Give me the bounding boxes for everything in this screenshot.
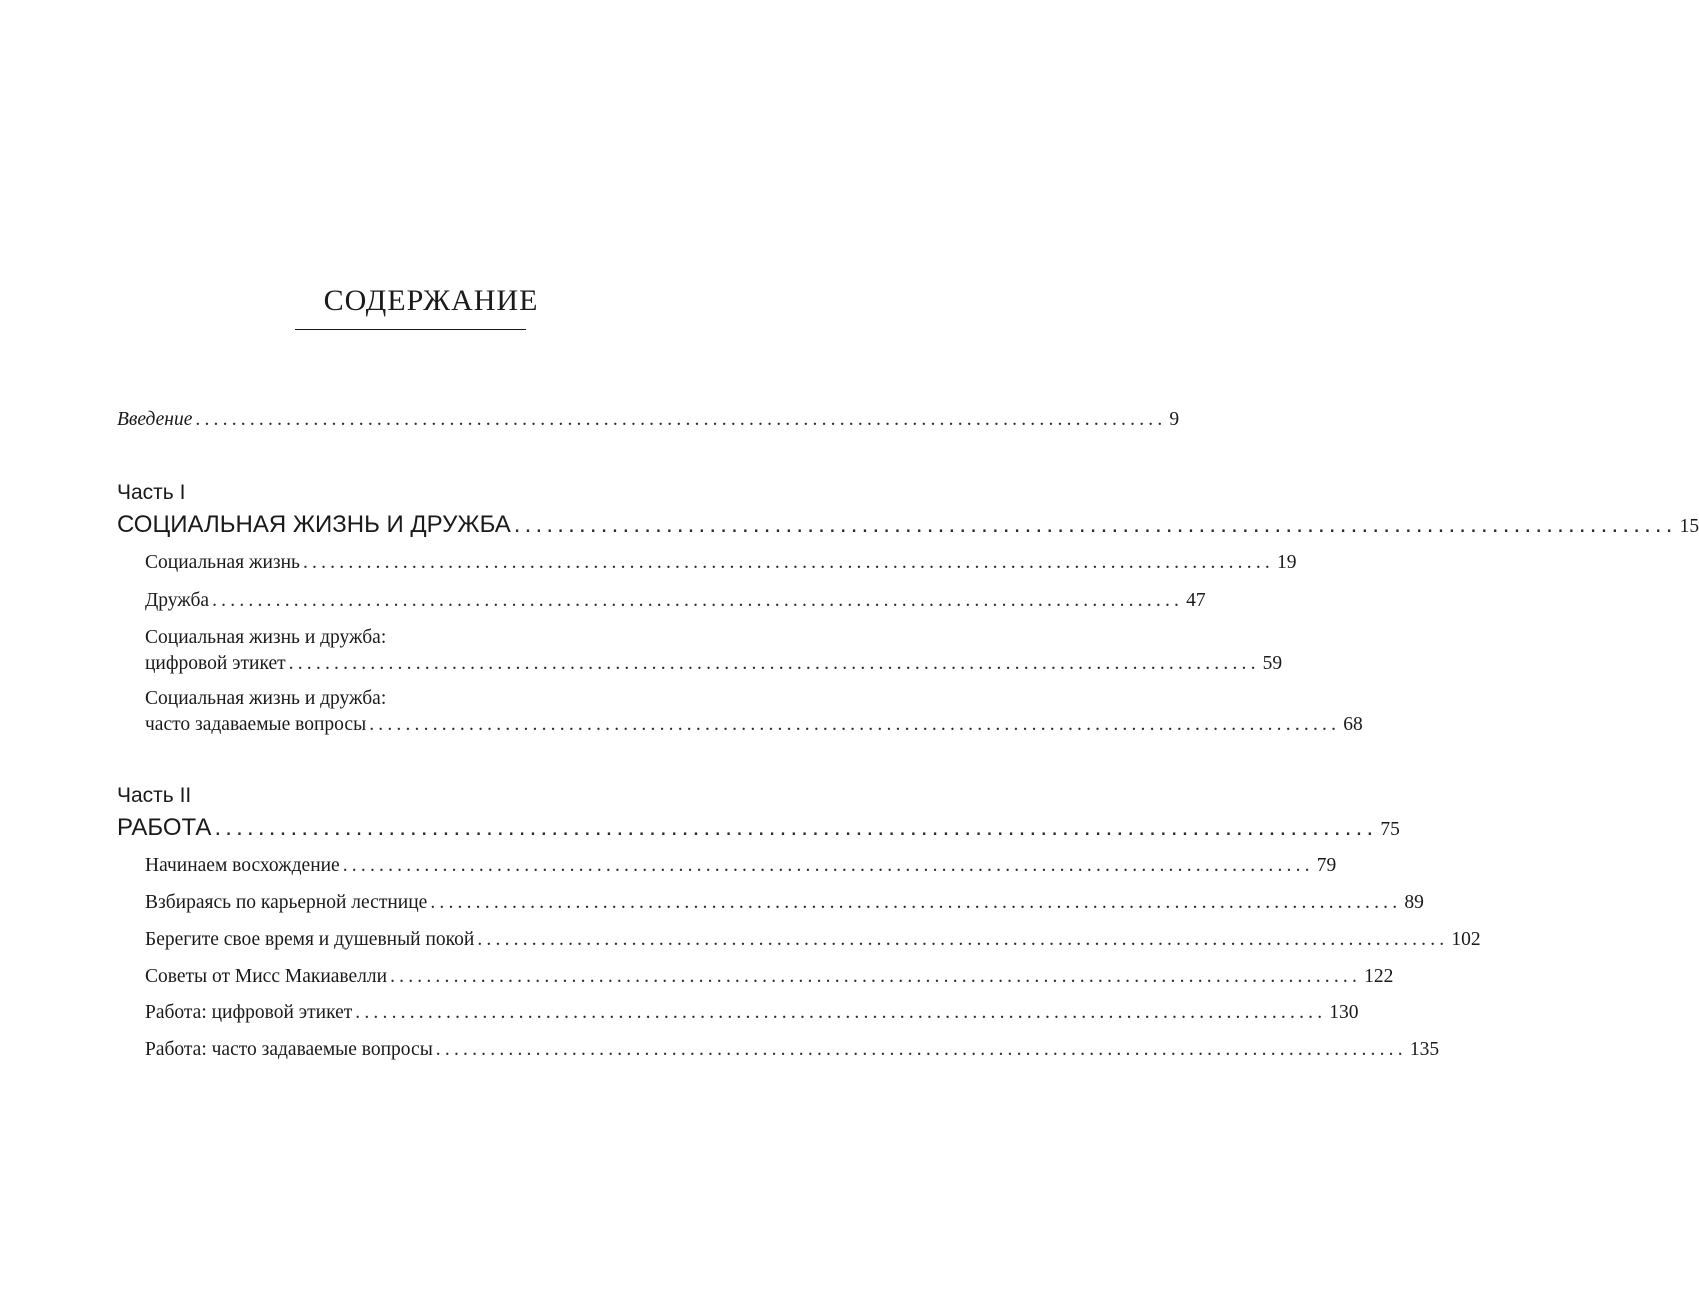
- toc-page-number: 68: [1343, 714, 1363, 735]
- toc-entry-label: СОЦИАЛЬНАЯ ЖИЗНЬ И ДРУЖБА: [117, 511, 511, 538]
- toc-page-number: 122: [1364, 966, 1394, 987]
- toc-entry-label: цифровой этикет: [145, 653, 286, 674]
- toc-page-number: 47: [1186, 590, 1206, 611]
- dot-leader: ...........................................................................................................: [477, 929, 1449, 950]
- toc-entry[interactable]: [145, 854, 1337, 878]
- dot-leader: ...........................................................................................................: [430, 892, 1402, 913]
- toc-entry-label: Берегите свое время и душевный покой: [145, 929, 475, 950]
- dot-leader: ...........................................................................................................: [390, 966, 1362, 987]
- toc-page-number: 130: [1329, 1002, 1359, 1023]
- dot-leader: ...........................................................................................................: [288, 653, 1260, 674]
- part-label: Часть II: [117, 784, 192, 807]
- toc-page-number: 59: [1262, 653, 1283, 674]
- dot-leader: ...........................................................................................................: [435, 1039, 1407, 1060]
- toc-entry-label: РАБОТА: [117, 814, 212, 841]
- toc-entry-label: Начинаем восхождение: [145, 855, 340, 876]
- toc-page-number: 15: [1679, 516, 1699, 537]
- dot-leader: ...........................................................................................................: [195, 409, 1167, 430]
- toc-entry-label: Советы от Мисс Макиавелли: [145, 966, 388, 987]
- page-title: СОДЕРЖАНИЕ: [323, 284, 539, 317]
- dot-leader: ...........................................................................................................: [355, 1002, 1327, 1023]
- title-underline: [295, 329, 526, 330]
- toc-entry-label: Социальная жизнь: [145, 552, 300, 573]
- toc-part-title[interactable]: [117, 813, 1400, 845]
- toc-page-number: 102: [1451, 929, 1481, 950]
- toc-entry-label: Работа: цифровой этикет: [145, 1002, 353, 1023]
- toc-page-number: 75: [1380, 819, 1400, 840]
- toc-page-number: 9: [1169, 409, 1180, 430]
- toc-entry-line2: [145, 652, 1283, 676]
- dot-leader: ...........................................................................................................: [513, 511, 1677, 538]
- dot-leader: ...........................................................................................................: [369, 714, 1341, 735]
- toc-entry-label: Введение: [117, 409, 193, 430]
- dot-leader: ...........................................................................................................: [302, 552, 1274, 573]
- toc-entry-label: Работа: часто задаваемые вопросы: [145, 1039, 433, 1060]
- toc-page-number: 79: [1316, 855, 1337, 876]
- dot-leader: ...........................................................................................................: [214, 814, 1378, 841]
- toc-entry-intro[interactable]: [117, 408, 1180, 432]
- toc-entry[interactable]: [145, 928, 1481, 952]
- toc-entry-line2: [145, 713, 1363, 737]
- toc-page-number: 19: [1276, 552, 1297, 573]
- toc-entry[interactable]: [145, 1038, 1440, 1062]
- toc-entry-label-line1: Социальная жизнь и дружба:: [145, 688, 387, 709]
- toc-entry[interactable]: [145, 965, 1394, 989]
- toc-entry-label: Взбираясь по карьерной лестнице: [145, 892, 428, 913]
- toc-entry[interactable]: [145, 589, 1206, 613]
- toc-entry-multiline[interactable]: [145, 626, 1283, 676]
- dot-leader: ...........................................................................................................: [212, 590, 1184, 611]
- toc-entry-label-line1: Социальная жизнь и дружба:: [145, 627, 387, 648]
- toc-page-number: 89: [1404, 892, 1424, 913]
- toc-entry-label: часто задаваемые вопросы: [145, 714, 367, 735]
- part-label: Часть I: [117, 481, 186, 504]
- toc-part-title[interactable]: [117, 510, 1699, 542]
- toc-entry[interactable]: [145, 891, 1424, 915]
- toc-entry-label: Дружба: [145, 590, 210, 611]
- toc-entry[interactable]: [145, 1001, 1359, 1025]
- dot-leader: ...........................................................................................................: [342, 855, 1314, 876]
- toc-entry[interactable]: [145, 551, 1297, 575]
- toc-page-number: 135: [1409, 1039, 1440, 1060]
- toc-entry-multiline[interactable]: [145, 687, 1363, 737]
